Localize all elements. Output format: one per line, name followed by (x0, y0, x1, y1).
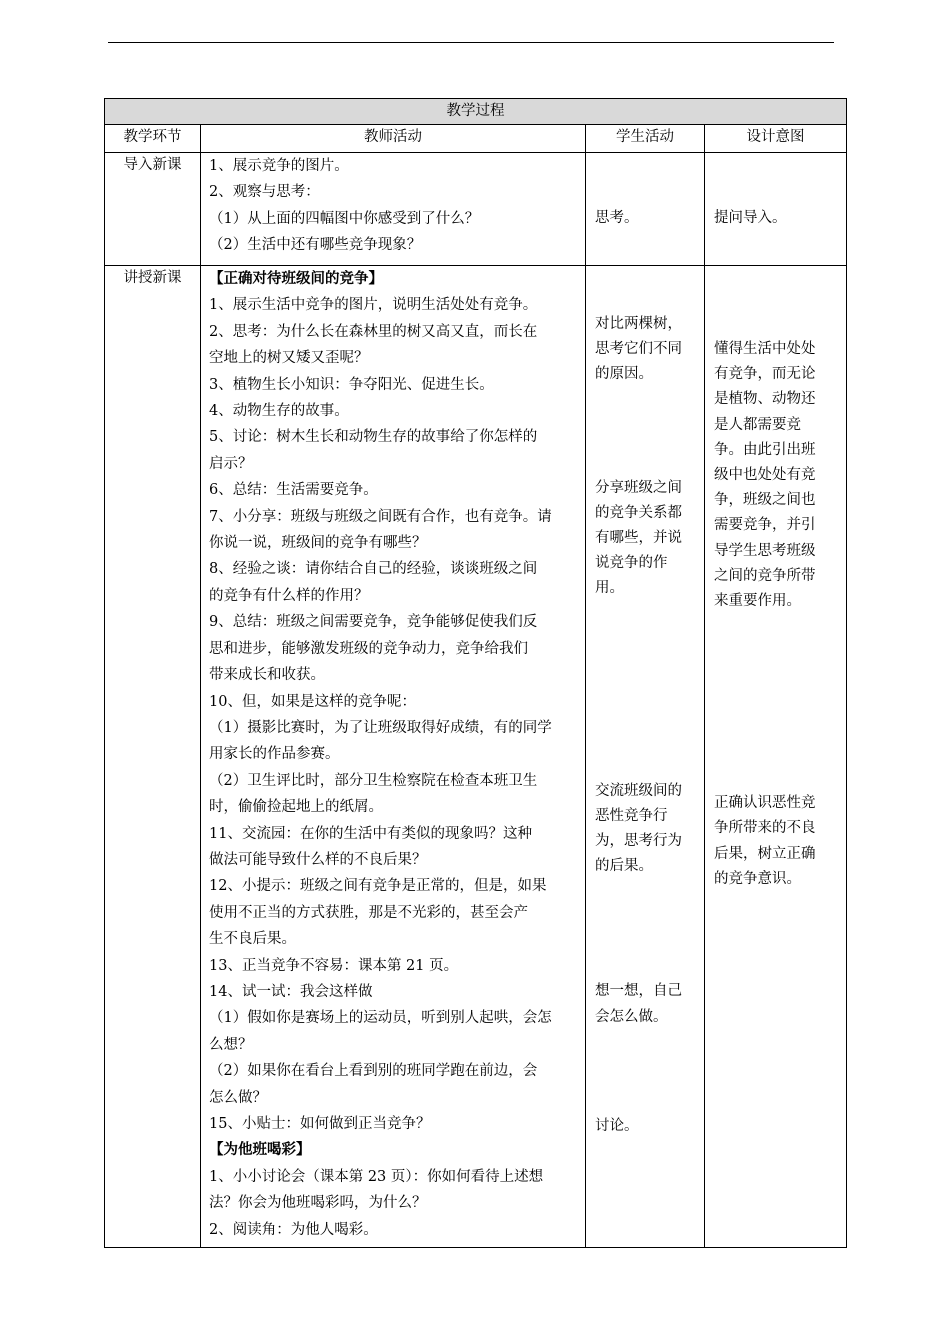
stage-cell: 导入新课 (105, 153, 201, 266)
teacher-activity-line: 7、小分享：班级与班级之间既有合作，也有竞争。请 (209, 508, 552, 525)
teacher-activity-line: 11、交流园：在你的生活中有类似的现象吗？这种 (209, 825, 532, 842)
student-activity-line: 的竞争关系都 (595, 504, 682, 521)
student-activity-cell (586, 266, 705, 1248)
design-intent-line: 是植物、动物还 (714, 391, 816, 408)
teacher-activity-line: 2、观察与思考： (209, 184, 320, 201)
design-intent-line: 争，班级之间也 (714, 492, 816, 509)
block-spacer (705, 614, 846, 791)
teacher-activity-line: 法？你会为他班喝彩吗，为什么？ (209, 1195, 427, 1212)
teacher-activity-line: （1）摄影比赛时，为了让班级取得好成绩，有的同学 (209, 719, 552, 736)
teacher-activity-line: 9、总结：班级之间需要竞争，竞争能够促使我们反 (209, 614, 538, 631)
page-header-rule (108, 42, 834, 43)
block-spacer (586, 879, 704, 979)
teacher-activity-line: 15、小贴士：如何做到正当竞争？ (209, 1116, 431, 1132)
design-intent-line: 争所带来的不良 (714, 820, 816, 837)
design-intent-line: 级中也处处有竞 (714, 467, 816, 484)
teacher-activity-line: 6、总结：生活需要竞争。 (209, 482, 378, 499)
design-intent-line: 懂得生活中处处 (714, 341, 816, 357)
stage-cell: 讲授新课 (105, 266, 201, 1248)
teacher-activity-line: 空地上的树又矮又歪呢？ (209, 350, 369, 367)
teacher-activity-line: 么想？ (209, 1036, 253, 1053)
teaching-process-table (104, 98, 847, 1248)
teacher-activity-line: 2、阅读角：为他人喝彩。 (209, 1221, 378, 1238)
column-header-stage: 教学环节 (105, 125, 201, 153)
teacher-activity-line: 时，偷偷捡起地上的纸屑。 (209, 799, 383, 816)
teacher-activity-line: 13、正当竞争不容易：课本第 21 页。 (209, 957, 459, 974)
student-activity-line: 想一想，自己 (595, 983, 682, 1000)
teacher-activity-line: 5、讨论：树木生长和动物生存的故事给了你怎样的 (209, 429, 538, 446)
teacher-activity-line: （1）从上面的四幅图中你感受到了什么？ (209, 210, 480, 227)
table-row-intro (105, 153, 847, 266)
design-intent-line: 的竞争意识。 (714, 870, 801, 887)
design-intent-cell (705, 266, 847, 1248)
student-activity-line: 思考。 (595, 209, 639, 226)
block-spacer (586, 1030, 704, 1114)
teacher-activity-line: 1、展示竞争的图片。 (209, 158, 349, 174)
teacher-activity-line: 3、植物生长小知识：争夺阳光、促进生长。 (209, 376, 494, 393)
column-header-intent: 设计意图 (705, 125, 847, 153)
student-activity-line: 有哪些，并说 (595, 530, 682, 547)
section-heading: 【为他班喝彩】 (209, 1141, 311, 1159)
design-intent-line: 提问导入。 (714, 209, 787, 226)
teacher-activity-line: 你说一说，班级间的竞争有哪些？ (209, 535, 427, 552)
student-activity-cell (586, 153, 705, 266)
table-header-row (105, 125, 847, 153)
teacher-activity-line: 1、小小讨论会（课本第 23 页）：你如何看待上述想 (209, 1168, 544, 1185)
teacher-activity-line: （1）假如你是赛场上的运动员，听到别人起哄，会怎 (209, 1010, 552, 1027)
block-spacer (705, 266, 846, 337)
design-intent-line: 争。由此引出班 (714, 441, 816, 458)
design-intent-line: 有竞争，而无论 (714, 366, 816, 383)
design-intent-cell (705, 153, 847, 266)
teacher-activity-line: 的竞争有什么样的作用？ (209, 587, 369, 604)
student-activity-line: 用。 (595, 580, 624, 597)
design-intent-line: 来重要作用。 (714, 593, 801, 610)
student-activity-line: 的原因。 (595, 366, 653, 383)
teacher-activity-cell (201, 153, 586, 266)
student-activity-line: 会怎么做。 (595, 1008, 668, 1025)
design-intent-line: 后果，树立正确 (714, 845, 816, 862)
student-activity-line: 为，思考行为 (595, 833, 682, 850)
student-activity-line: 讨论。 (595, 1117, 639, 1134)
teacher-activity-line: 2、思考：为什么长在森林里的树又高又直，而长在 (209, 323, 538, 340)
teacher-activity-line: （2）如果你在看台上看到别的班同学跑在前边，会 (209, 1063, 538, 1080)
table-title: 教学过程 (105, 99, 847, 125)
teacher-activity-line: 1、展示生活中竞争的图片，说明生活处处有竞争。 (209, 297, 538, 314)
teacher-activity-line: 启示？ (209, 455, 253, 472)
table-row-lesson (105, 266, 847, 1248)
student-activity-line: 恶性竞争行 (595, 807, 668, 824)
teacher-activity-line: 做法可能导致什么样的不良后果？ (209, 851, 427, 868)
teacher-activity-line: 8、经验之谈：请你结合自己的经验，谈谈班级之间 (209, 561, 538, 578)
block-spacer (586, 153, 704, 206)
teacher-activity-cell (201, 266, 586, 1248)
student-activity-line: 说竞争的作 (595, 555, 668, 572)
teacher-activity-line: 4、动物生存的故事。 (209, 403, 349, 420)
design-intent-line: 正确认识恶性竞 (714, 795, 816, 812)
teacher-activity-line: 生不良后果。 (209, 931, 296, 948)
column-header-student: 学生活动 (586, 125, 705, 153)
block-spacer (586, 266, 704, 312)
block-spacer (586, 602, 704, 779)
teacher-activity-line: 14、试一试：我会这样做 (209, 983, 373, 1000)
teacher-activity-line: 思和进步，能够激发班级的竞争动力，竞争给我们 (209, 640, 528, 657)
student-activity-line: 的后果。 (595, 858, 653, 875)
block-spacer (586, 388, 704, 476)
block-spacer (705, 153, 846, 206)
design-intent-line: 是人都需要竞 (714, 416, 801, 433)
design-intent-line: 之间的竞争所带 (714, 567, 816, 584)
design-intent-line: 需要竞争，并引 (714, 517, 816, 534)
teacher-activity-line: 使用不正当的方式获胜，那是不光彩的，甚至会产 (209, 904, 528, 921)
teacher-activity-line: 10、但，如果是这样的竞争呢： (209, 693, 416, 710)
student-activity-line: 思考它们不同 (595, 341, 682, 358)
design-intent-line: 导学生思考班级 (714, 542, 816, 559)
teacher-activity-line: 12、小提示：班级之间有竞争是正常的，但是，如果 (209, 878, 547, 895)
teacher-activity-line: 带来成长和收获。 (209, 667, 325, 684)
teacher-activity-line: 怎么做？ (209, 1089, 267, 1106)
student-activity-line: 对比两棵树， (595, 316, 682, 332)
column-header-teacher: 教师活动 (201, 125, 586, 153)
student-activity-line: 交流班级间的 (595, 782, 682, 799)
teacher-activity-line: （2）卫生评比时，部分卫生检察院在检查本班卫生 (209, 772, 538, 789)
teacher-activity-line: （2）生活中还有哪些竞争现象？ (209, 237, 422, 254)
table-title-row (105, 99, 847, 125)
teacher-activity-line: 用家长的作品参赛。 (209, 746, 340, 763)
section-heading: 【正确对待班级间的竞争】 (209, 270, 383, 287)
student-activity-line: 分享班级之间 (595, 479, 682, 496)
